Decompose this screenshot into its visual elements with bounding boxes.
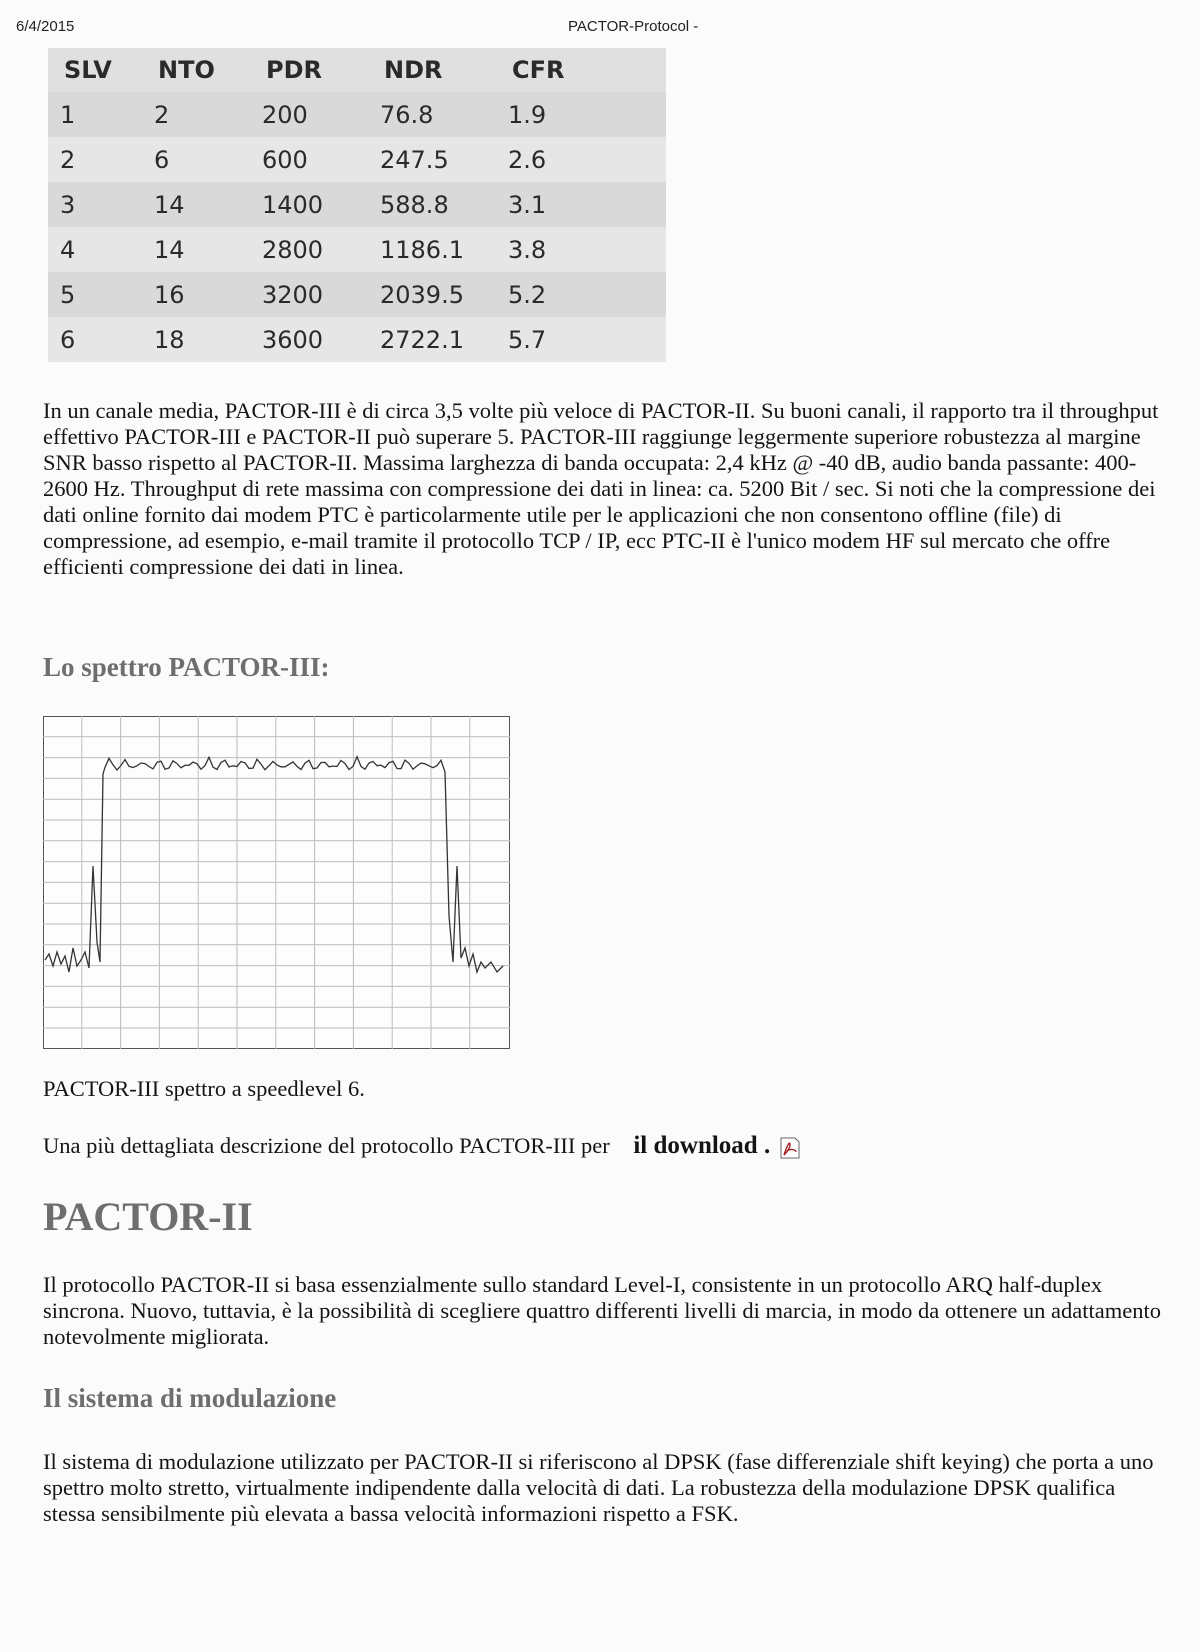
heading-pactor2: PACTOR-II — [43, 1194, 253, 1239]
column-header: PDR — [250, 48, 368, 92]
table-cell: 5 — [48, 272, 142, 317]
table-cell: 76.8 — [368, 92, 496, 137]
speed-level-table — [48, 48, 666, 362]
table-cell: 1 — [48, 92, 142, 137]
table-cell: 14 — [142, 182, 250, 227]
paragraph-pactor3-description: In un canale media, PACTOR-III è di circa 3,5 volte più veloce di PACTOR-II. Su buoni canali, il rapporto tra il throughput effettivo PACTOR-III e PACTOR-II può superare 5. PACTOR-III raggiunge leggermente superiore robustezza al margine SNR basso rispetto al PACTOR-II. Massima larghezza di banda occupata: 2,4 kHz @ -40 dB, audio banda passante: 400-2600 Hz. Throughput di rete massima con compressione dei dati in linea: ca. 5200 Bit / sec. Si noti che la compressione dei dati online fornito dai modem PTC è particolarmente utile per le applicazioni che non consentono offline (file) di compressione, ad esempio, e-mail tramite il protocollo TCP / IP, ecc PTC-II è l'unico modem HF sul mercato che offre efficienti compressione dei dati in linea. — [43, 398, 1159, 579]
table-cell: 3200 — [250, 272, 368, 317]
heading-modulation: Il sistema di modulazione — [43, 1383, 337, 1413]
download-text: Una più dettagliata descrizione del protocollo PACTOR-III per — [43, 1133, 610, 1158]
paragraph-modulation: Il sistema di modulazione utilizzato per PACTOR-II si riferiscono al DPSK (fase differenziale shift keying) che porta a uno spettro molto stretto, virtualmente indipendente dalla velocità di dati. La robustezza della modulazione DPSK qualifica stessa sensibilmente più elevata a bassa velocità informazioni rispetto a FSK. — [43, 1449, 1154, 1526]
table-cell: 18 — [142, 317, 250, 362]
table-row — [48, 182, 666, 227]
download-line — [43, 1133, 1163, 1161]
column-header: NTO — [142, 48, 250, 92]
table-cell: 3.8 — [496, 227, 666, 272]
column-header: SLV — [48, 48, 142, 92]
table-header-row — [48, 48, 666, 92]
table-row — [48, 227, 666, 272]
table-cell: 2 — [48, 137, 142, 182]
table-row — [48, 92, 666, 137]
print-title: PACTOR-Protocol - — [568, 18, 699, 35]
figure-caption: PACTOR-III spettro a speedlevel 6. — [43, 1076, 365, 1101]
table-row — [48, 272, 666, 317]
table-cell: 5.2 — [496, 272, 666, 317]
heading-spectrum: Lo spettro PACTOR-III: — [43, 652, 330, 682]
table-cell: 3.1 — [496, 182, 666, 227]
table-cell: 2800 — [250, 227, 368, 272]
table-cell: 5.7 — [496, 317, 666, 362]
table-cell: 4 — [48, 227, 142, 272]
table-cell: 600 — [250, 137, 368, 182]
table-cell: 3600 — [250, 317, 368, 362]
table-cell: 1.9 — [496, 92, 666, 137]
table-cell: 1186.1 — [368, 227, 496, 272]
table-row — [48, 317, 666, 362]
column-header: CFR — [496, 48, 666, 92]
table-cell: 1400 — [250, 182, 368, 227]
pdf-icon[interactable] — [778, 1135, 802, 1161]
table-cell: 3 — [48, 182, 142, 227]
table-cell: 2 — [142, 92, 250, 137]
table-cell: 588.8 — [368, 182, 496, 227]
table-cell: 6 — [48, 317, 142, 362]
table-row — [48, 137, 666, 182]
paragraph-pactor2: Il protocollo PACTOR-II si basa essenzialmente sullo standard Level-I, consistente in un protocollo ARQ half-duplex sincrona. Nuovo, tuttavia, è la possibilità di scegliere quattro differenti livelli di marcia, in modo da ottenere un adattamento notevolmente migliorata. — [43, 1272, 1162, 1349]
download-link[interactable]: il download . — [633, 1132, 771, 1159]
table-cell: 2039.5 — [368, 272, 496, 317]
column-header: NDR — [368, 48, 496, 92]
table-cell: 247.5 — [368, 137, 496, 182]
spectrum-plot-image — [43, 716, 510, 1049]
table-cell: 16 — [142, 272, 250, 317]
table-cell: 2722.1 — [368, 317, 496, 362]
table-cell: 200 — [250, 92, 368, 137]
print-date: 6/4/2015 — [16, 18, 75, 35]
table-cell: 6 — [142, 137, 250, 182]
table-cell: 2.6 — [496, 137, 666, 182]
table-cell: 14 — [142, 227, 250, 272]
